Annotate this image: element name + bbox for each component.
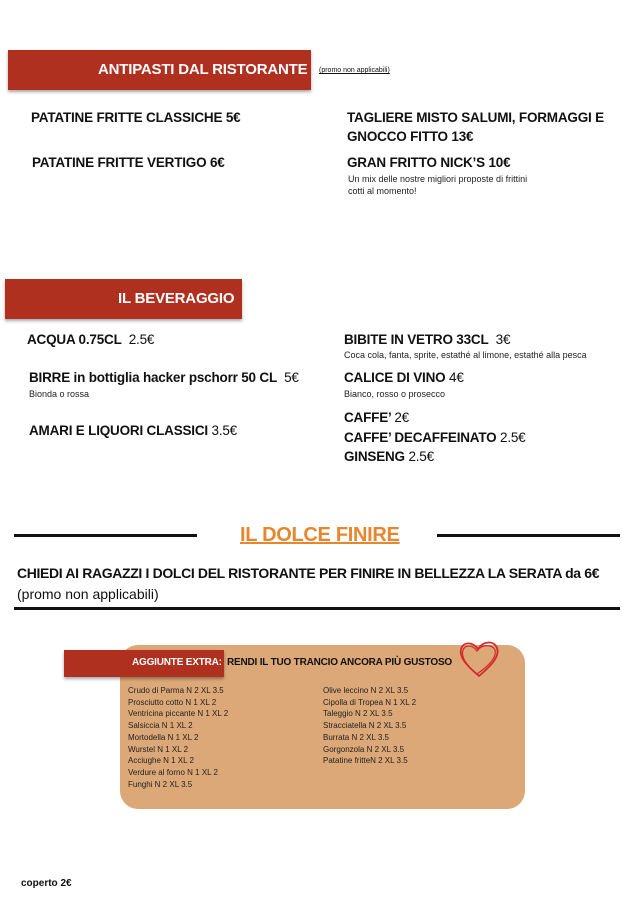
divider: [14, 534, 197, 537]
dolce-title: IL DOLCE FINIRE: [240, 524, 400, 546]
extras-label: AGGIUNTE EXTRA:: [132, 657, 222, 668]
antipasti-banner: [8, 50, 311, 90]
menu-item: GRAN FRITTO NICK’S 10€: [347, 155, 511, 170]
list-item: Verdure al forno N 1 XL 2: [128, 767, 218, 777]
heart-icon: [456, 636, 502, 682]
list-item: Cipolla di Tropea N 1 XL 2: [323, 697, 417, 707]
extras-list-right: [323, 685, 416, 767]
list-item: Funghi N 2 XL 3.5: [128, 779, 193, 789]
list-item: Burrata N 2 XL 3.5: [323, 732, 389, 742]
menu-item: CAFFE’ 2€: [344, 410, 409, 425]
list-item: Taleggio N 2 XL 3.5: [323, 709, 393, 719]
extras-subtitle: RENDI IL TUO TRANCIO ANCORA PIÙ GUSTOSO: [227, 657, 452, 668]
list-item: Mortodella N 1 XL 2: [128, 732, 199, 742]
beveraggio-banner: [5, 279, 242, 319]
menu-item: PATATINE FRITTE VERTIGO 6€: [32, 155, 225, 170]
list-item: Patatine fritteN 2 XL 3.5: [323, 756, 408, 766]
menu-item-desc: Bionda o rossa: [29, 389, 90, 399]
menu-item-desc: Coca cola, fanta, sprite, estathé al limone, estathé alla pesca: [344, 350, 587, 360]
extras-list-left: [128, 685, 228, 790]
list-item: Wurstel N 1 XL 2: [128, 744, 189, 754]
list-item: Prosciutto cotto N 1 XL 2: [128, 697, 217, 707]
antipasti-title: ANTIPASTI DAL RISTORANTE: [98, 61, 308, 78]
coperto-label: coperto 2€: [21, 878, 72, 889]
list-item: Ventricina piccante N 1 XL 2: [128, 709, 229, 719]
divider: [14, 607, 620, 610]
list-item: Crudo di Parma N 2 XL 3.5: [128, 686, 224, 695]
menu-item: AMARI E LIQUORI CLASSICI 3.5€: [29, 423, 237, 438]
antipasti-note: (promo non applicabili): [319, 67, 390, 74]
menu-item: TAGLIERE MISTO SALUMI, FORMAGGI E GNOCCO FITTO 13€: [347, 110, 604, 144]
menu-item: BIRRE in bottiglia hacker pschorr 50 CL 5€: [29, 370, 299, 385]
dolce-text: CHIEDI AI RAGAZZI I DOLCI DEL RISTORANTE PER FINIRE IN BELLEZZA LA SERATA da 6€: [17, 565, 600, 581]
menu-item: CALICE DI VINO 4€: [344, 370, 464, 385]
beveraggio-title: IL BEVERAGGIO: [118, 290, 235, 307]
list-item: Gorgonzola N 2 XL 3.5: [323, 744, 405, 754]
list-item: Acciughe N 1 XL 2: [128, 756, 194, 766]
extras-banner: [64, 650, 224, 677]
list-item: Stracciatella N 2 XL 3.5: [323, 721, 407, 731]
list-item: Salsiccia N 1 XL 2: [128, 721, 193, 731]
dolce-note: (promo non applicabili): [17, 586, 159, 602]
menu-item: GINSENG 2.5€: [344, 449, 434, 464]
menu-item: ACQUA 0.75CL 2.5€: [27, 332, 155, 347]
list-item: Olive leccino N 2 XL 3.5: [323, 686, 409, 695]
divider: [437, 534, 620, 537]
menu-item: BIBITE IN VETRO 33CL 3€: [344, 332, 511, 347]
menu-item-desc: Un mix delle nostre migliori proposte di frittini cotti al momento!: [348, 174, 528, 196]
menu-item-desc: Bianco, rosso o prosecco: [344, 389, 446, 399]
menu-item: PATATINE FRITTE CLASSICHE 5€: [31, 110, 241, 125]
menu-item: CAFFE’ DECAFFEINATO 2.5€: [344, 430, 526, 445]
